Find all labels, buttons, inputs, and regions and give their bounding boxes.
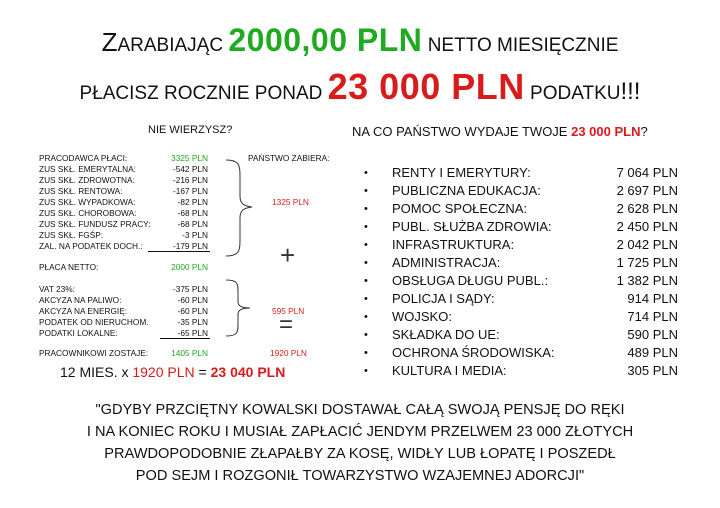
subtotal-underline <box>160 338 210 339</box>
net-pay-value: 2000 PLN <box>171 262 208 272</box>
headline-exclamation: !!! <box>620 78 641 105</box>
yearly-total-amount: 23 040 PLN <box>210 364 286 380</box>
deduction-label: ZUS SKŁ. RENTOWA: <box>39 186 123 196</box>
spending-item-amount: 914 PLN <box>627 291 678 306</box>
tax-value: -35 PLN <box>177 317 208 327</box>
spending-item-label: WOJSKO: <box>392 309 452 324</box>
deduction-value: -542 PLN <box>172 164 208 174</box>
deduction-label: ZUS SKŁ. ZDROWOTNA: <box>39 175 135 185</box>
deduction-value: -3 PLN <box>182 230 208 240</box>
employer-label: PRACODAWCA PŁACI: <box>39 153 128 163</box>
deduction-value: -68 PLN <box>177 219 208 229</box>
deductions-total: 1325 PLN <box>272 197 309 207</box>
spending-item-amount: 7 064 PLN <box>616 165 678 180</box>
spending-item-label: OCHRONA ŚRODOWISKA: <box>392 345 555 360</box>
list-bullet: • <box>364 185 368 197</box>
tax-label: AKCYZA NA ENERGIĘ: <box>39 306 128 316</box>
deduction-label: ZUS SKŁ. WYPADKOWA: <box>39 197 136 207</box>
spending-item-amount: 1 725 PLN <box>616 255 678 270</box>
quote-line: POD SEJM I ROZGONIŁ TOWARZYSTWO WZAJEMNEJ ADORCJI" <box>135 468 585 484</box>
taxes-total: 595 PLN <box>272 306 305 316</box>
spending-item-label: INFRASTRUKTURA: <box>392 237 515 252</box>
headline-line-2 <box>0 66 720 108</box>
spending-title <box>352 124 648 139</box>
list-bullet: • <box>364 275 368 287</box>
state-total-value: 1920 PLN <box>270 348 307 358</box>
net-pay-label: PŁACA NETTO: <box>39 262 99 272</box>
spending-item-label: KULTURA I MEDIA: <box>392 363 507 378</box>
spending-item-amount: 714 PLN <box>627 309 678 324</box>
deduction-label: ZUS SKŁ. CHOROBOWA: <box>39 208 137 218</box>
spending-item-label: POLICJA I SĄDY: <box>392 291 495 306</box>
spending-item-amount: 2 450 PLN <box>616 219 678 234</box>
yearly-equals: = <box>198 364 207 380</box>
deduction-value: -68 PLN <box>177 208 208 218</box>
deduction-value: -216 PLN <box>172 175 208 185</box>
spending-item-amount: 305 PLN <box>627 363 678 378</box>
spending-title-text: NA CO PAŃSTWO WYDAJE TWOJE <box>352 124 568 139</box>
headline-line-1 <box>0 22 720 59</box>
deduction-value: -167 PLN <box>172 186 208 196</box>
spending-item-label: OBSŁUGA DŁUGU PUBL.: <box>392 273 549 288</box>
quote-line: I NA KONIEC ROKU I MUSIAŁ ZAPŁACIĆ JENDYM PRZELWEM 23 000 ZŁOTYCH <box>86 424 634 440</box>
state-takes-label: PAŃSTWO ZABIERA: <box>248 153 330 163</box>
spending-item-label: PUBL. SŁUŻBA ZDROWIA: <box>392 219 552 234</box>
spending-item-amount: 2 042 PLN <box>616 237 678 252</box>
taxes-brace <box>222 278 262 338</box>
remains-value: 1405 PLN <box>171 348 208 358</box>
spending-item-label: RENTY I EMERYTURY: <box>392 165 531 180</box>
left-title: NIE WIERZYSZ? <box>148 124 233 136</box>
subtotal-underline <box>148 251 210 252</box>
deduction-value: -82 PLN <box>177 197 208 207</box>
headline-text-c: PŁACISZ ROCZNIE PONAD <box>79 83 323 104</box>
spending-item-label: PUBLICZNA EDUKACJA: <box>392 183 541 198</box>
spending-item-label: ADMINISTRACJA: <box>392 255 501 270</box>
yearly-text: 12 MIES. x <box>60 364 129 380</box>
plus-sign: + <box>280 240 296 270</box>
spending-title-question: ? <box>640 124 648 139</box>
deductions-brace <box>222 158 262 258</box>
deduction-label: ZUS SKŁ. FUNDUSZ PRACY: <box>39 219 151 229</box>
spending-item-amount: 489 PLN <box>627 345 678 360</box>
tax-label: PODATKI LOKALNE: <box>39 328 118 338</box>
spending-item-label: SKŁADKA DO UE: <box>392 327 500 342</box>
list-bullet: • <box>364 293 368 305</box>
list-bullet: • <box>364 239 368 251</box>
list-bullet: • <box>364 311 368 323</box>
yearly-month-amount: 1920 PLN <box>132 364 195 380</box>
spending-item-amount: 590 PLN <box>627 327 678 342</box>
list-bullet: • <box>364 221 368 233</box>
tax-value: -65 PLN <box>177 328 208 338</box>
tax-label: VAT 23%: <box>39 284 75 294</box>
tax-value: -60 PLN <box>177 295 208 305</box>
quote-line: PRAWDOPODOBNIE ZŁAPAŁBY ZA KOSĘ, WIDŁY LUB ŁOPATĘ I POSZEDŁ <box>104 446 616 462</box>
tax-value: -60 PLN <box>177 306 208 316</box>
spending-title-amount: 23 000 PLN <box>571 124 641 139</box>
spending-item-amount: 2 697 PLN <box>616 183 678 198</box>
list-bullet: • <box>364 257 368 269</box>
headline-net-amount: 2000,00 PLN <box>228 22 423 58</box>
deduction-label: ZUS SKŁ. FGŚP: <box>39 230 104 240</box>
tax-value: -375 PLN <box>172 284 208 294</box>
yearly-total-line <box>60 364 285 380</box>
list-bullet: • <box>364 347 368 359</box>
headline-tax-amount: 23 000 PLN <box>327 66 525 107</box>
spending-item-amount: 1 382 PLN <box>616 273 678 288</box>
deduction-label: ZUS SKŁ. EMERYTALNA: <box>39 164 136 174</box>
list-bullet: • <box>364 167 368 179</box>
deduction-value: -179 PLN <box>172 241 208 251</box>
list-bullet: • <box>364 365 368 377</box>
remains-label: PRACOWNIKOWI ZOSTAJE: <box>39 348 149 358</box>
list-bullet: • <box>364 329 368 341</box>
headline-initial: Z <box>101 27 118 57</box>
equals-sign: = <box>279 311 294 338</box>
spending-item-amount: 2 628 PLN <box>616 201 678 216</box>
quote-line: "GDYBY PRZCIĘTNY KOWALSKI DOSTAWAŁ CAŁĄ SWOJĄ PENSJĘ DO RĘKI <box>95 402 625 418</box>
deduction-label: ZAL. NA PODATEK DOCH.: <box>39 241 143 251</box>
headline-text-d: PODATKU <box>530 83 621 104</box>
employer-value: 3325 PLN <box>171 153 208 163</box>
tax-label: AKCYZA NA PALIWO: <box>39 295 122 305</box>
spending-item-label: POMOC SPOŁECZNA: <box>392 201 528 216</box>
tax-label: PODATEK OD NIERUCHOM. <box>39 317 149 327</box>
headline-text-b: NETTO MIESIĘCZNIE <box>427 35 619 56</box>
list-bullet: • <box>364 203 368 215</box>
headline-text-a: ARABIAJĄC <box>117 35 224 56</box>
